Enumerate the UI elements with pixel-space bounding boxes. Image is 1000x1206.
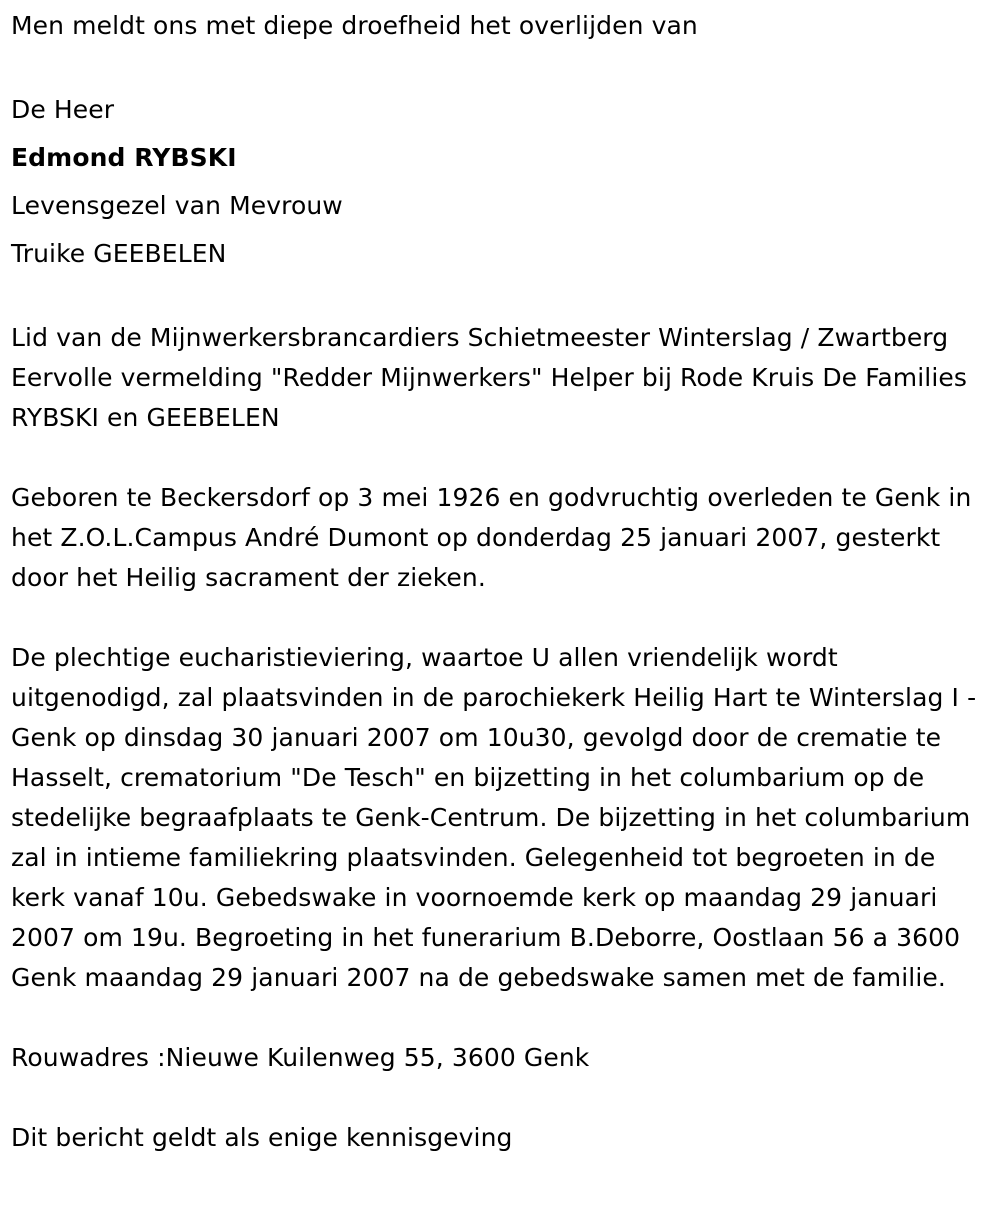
spacer: [11, 278, 991, 318]
spacer: [11, 46, 991, 86]
intro-text: Men meldt ons met diepe droefheid het overlijden van: [11, 11, 698, 40]
obituary-notice: [11, 6, 991, 1158]
memberships-paragraph: Lid van de Mijnwerkersbrancardiers Schietmeester Winterslag / Zwartberg Eervolle vermelding "Redder Mijnwerkers" Helper bij Rode Kruis De Families RYBSKI en GEEBELEN: [11, 323, 967, 432]
ceremony-paragraph: De plechtige eucharistieviering, waartoe U allen vriendelijk wordt uitgenodigd, zal plaatsvinden in de parochiekerk Heilig Hart te Winterslag I - Genk op dinsdag 30 januari 2007 om 10u30, gevolgd door de crematie te Hasselt, crematorium "De Tesch" en bijzetting in het columbarium op de stedelijke begraafplaats te Genk-Centrum. De bijzetting in het columbarium zal in intieme familiekring plaatsvinden. Gelegenheid tot begroeten in de kerk vanaf 10u. Gebedswake in voornoemde kerk op maandag 29 januari 2007 om 19u. Begroeting in het funerarium B.Deborre, Oostlaan 56 a 3600 Genk maandag 29 januari 2007 na de gebedswake samen met de familie.: [11, 643, 977, 992]
address-text: Rouwadres :Nieuwe Kuilenweg 55, 3600 Genk: [11, 1043, 590, 1072]
closing-text: Dit bericht geldt als enige kennisgeving: [11, 1123, 513, 1152]
spacer: [11, 1078, 991, 1118]
honorific: De Heer: [11, 95, 115, 124]
relation-line-2: Truike GEEBELEN: [11, 239, 227, 268]
spacer: [11, 998, 991, 1038]
birth-death-paragraph: Geboren te Beckersdorf op 3 mei 1926 en godvruchtig overleden te Genk in het Z.O.L.Campus André Dumont op donderdag 25 januari 2007, gesterkt door het Heilig sacrament der zieken.: [11, 483, 972, 592]
relation-line-1: Levensgezel van Mevrouw: [11, 191, 343, 220]
deceased-name: Edmond RYBSKI: [11, 143, 237, 172]
spacer: [11, 438, 991, 478]
spacer: [11, 598, 991, 638]
